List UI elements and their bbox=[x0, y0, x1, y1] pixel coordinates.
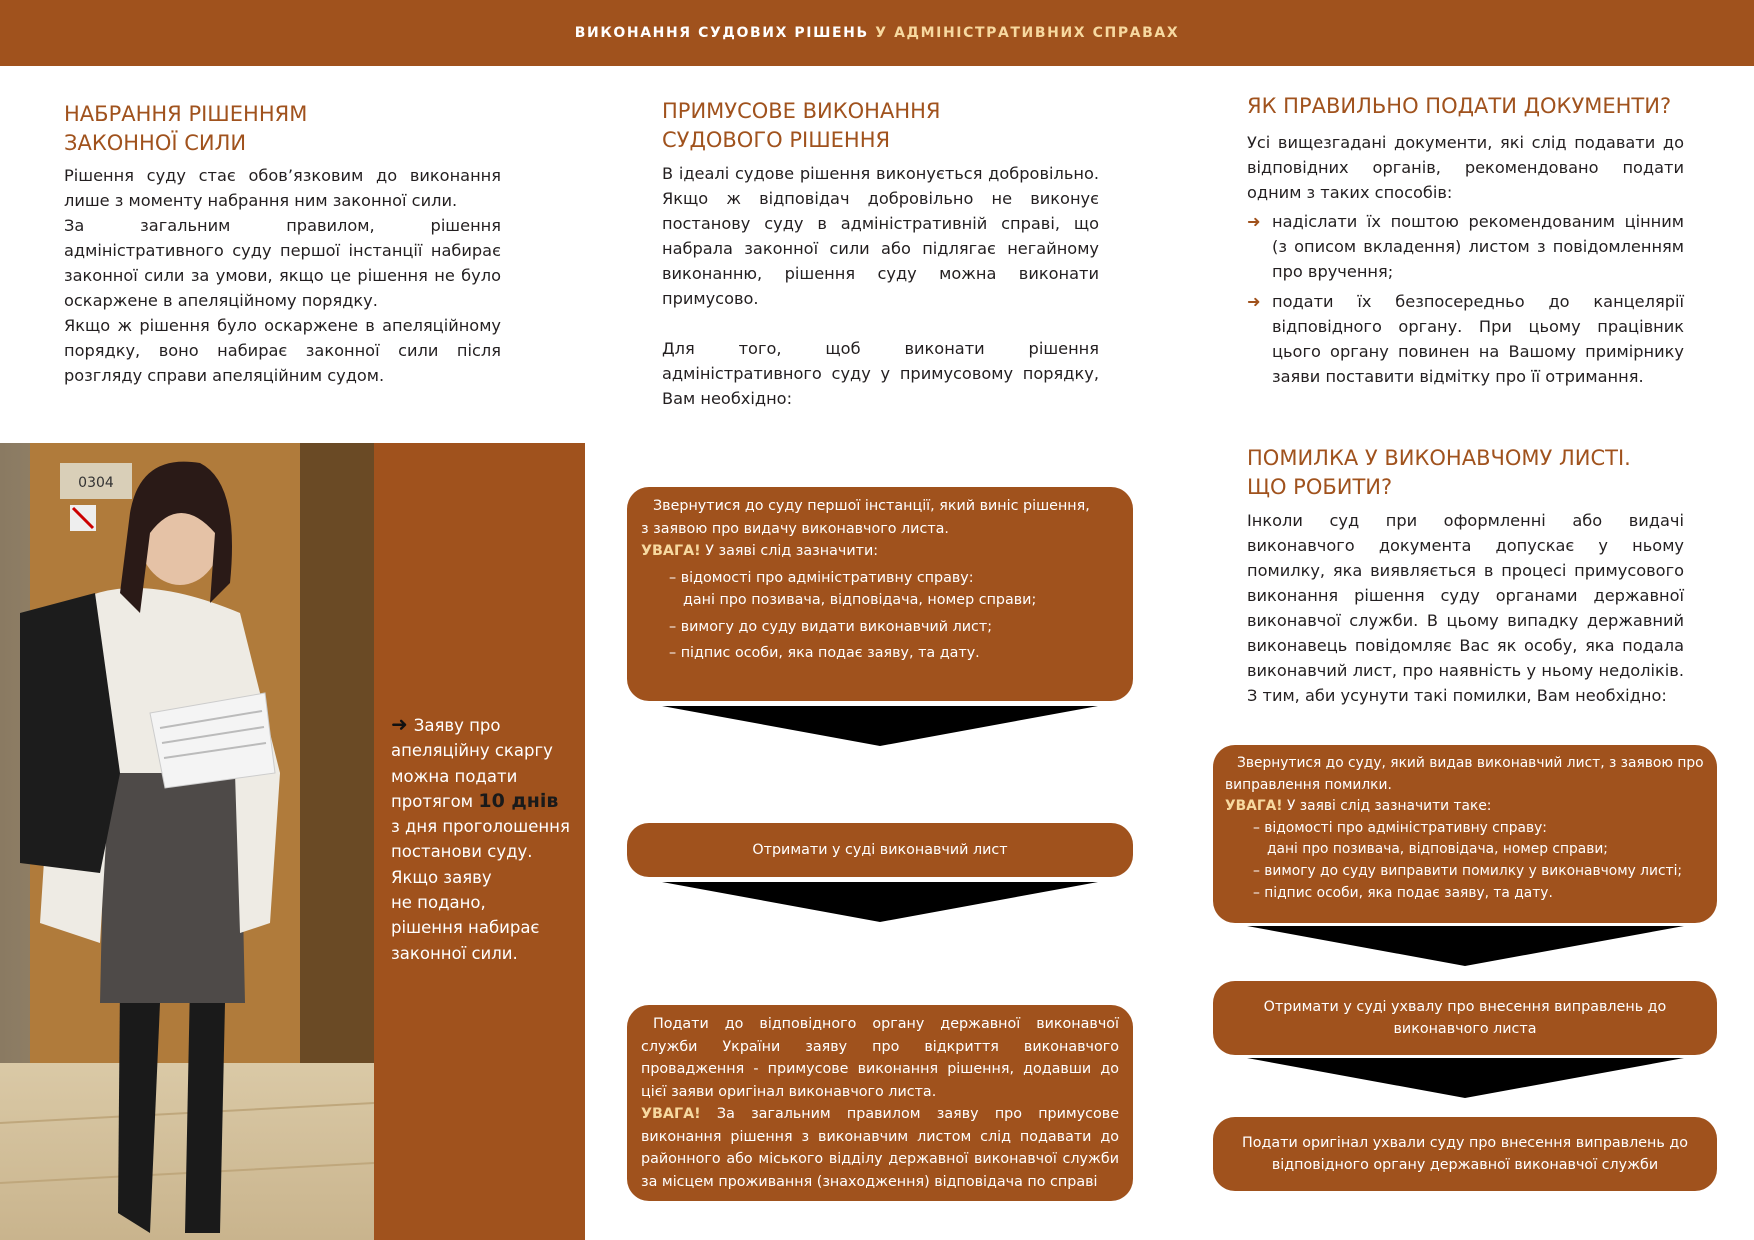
enforcement-paragraph-2: Для того, щоб виконати рішення адміністративного суду у примусовому порядку, Вам необхідно: bbox=[662, 339, 1099, 408]
header-bar bbox=[0, 0, 1754, 66]
enforcement-step-3: Подати до відповідного органу державної виконавчої служби України заяву про відкриття виконавчого провадження - примусове виконання рішення, додавши до цієї заяви оригінал виконавчого листа. УВАГА! За загальним правилом заяву про примусове виконання рішення з виконавчим листом слід подавати до районного або міського відділу державної виконавчої служби за місцем проживання (знаходження) відповідача по справі bbox=[627, 1005, 1133, 1201]
submission-method-item: ➜ подати їх безпосередньо до канцелярії відповідного органу. При цьому працівник цього органу повинен на Вашому примірнику заяви поставити відмітку про її отримання. bbox=[1247, 289, 1684, 389]
legal-force-text bbox=[64, 163, 501, 388]
writ-error-step-1: Звернутися до суду, який видав виконавчий лист, з заявою про виправлення помилки. УВАГА! У заяві слід зазначити таке: – відомості про адміністративну справу: дані про позивача, відповідача, номер справи; – вимогу до суду виправити помилку у виконавчому листі; – підпис особи, яка подає заяву, та дату. bbox=[1213, 745, 1717, 923]
header-title-part2: У АДМІНІСТРАТИВНИХ СПРАВАХ bbox=[875, 25, 1180, 41]
enforcement-step-2: Отримати у суді виконавчий лист bbox=[627, 823, 1133, 877]
arrow-right-icon: ➜ bbox=[1247, 212, 1261, 231]
enforcement-text bbox=[662, 161, 1099, 411]
enforcement-paragraph-1: В ідеалі судове рішення виконується добровільно. Якщо ж відповідач добровільно не виконує постанову суду в адміністративній справі, що набрала законної сили або підлягає негайному виконанню, рішення суду можна виконати примусово. bbox=[662, 164, 1099, 308]
warning-label: УВАГА! bbox=[1225, 798, 1283, 815]
writ-error-step-2: Отримати у суді ухвалу про внесення виправлень до виконавчого листа bbox=[1213, 981, 1717, 1055]
appeal-deadline-note: ➜ Заяву про апеляційну скаргу можна подати протягом 10 днів з дня проголошення постанови суду. Якщо заяву не подано, рішення набирає законної сили. bbox=[391, 712, 570, 963]
flow-arrow-down-2 bbox=[662, 882, 1098, 922]
section-heading-legal-force: НАБРАННЯ РІШЕННЯМ ЗАКОННОЇ СИЛИ bbox=[64, 102, 308, 155]
section-heading-enforcement: ПРИМУСОВЕ ВИКОНАННЯ СУДОВОГО РІШЕННЯ bbox=[662, 99, 941, 152]
deadline-days: 10 днів bbox=[478, 789, 559, 812]
legal-force-paragraph-2: За загальним правилом, рішення адміністративного суду першої інстанції набирає законної сили за умови, якщо це рішення не було оскаржене в апеляційному порядку. bbox=[64, 216, 501, 310]
how-to-submit-text: Усі вищезгадані документи, які слід подавати до відповідних органів, рекомендовано подати одним з таких способів: bbox=[1247, 133, 1684, 202]
submission-methods-list bbox=[1247, 209, 1684, 394]
flow-arrow-down-3 bbox=[1247, 926, 1684, 966]
enforcement-step-1: Звернутися до суду першої інстанції, який виніс рішення, з заявою про видачу виконавчого листа. УВАГА! У заяві слід зазначити: – відомості про адміністративну справу: дані про позивача, відповідача, номер справи; – вимогу до суду видати виконавчий лист; – підпис особи, яка подає заяву, та дату. bbox=[627, 487, 1133, 701]
writ-error-text: Інколи суд при оформленні або видачі виконавчого документа допускає у ньому помилку, яка виявляється в процесі примусового виконання рішення суду органами державної виконавчої служби. В цьому випадку державний виконавець повідомляє Вас як особу, яка подала виконавчий лист, про наявність у ньому недоліків. З тим, аби усунути такі помилки, Вам необхідно: bbox=[1247, 511, 1684, 705]
header-title bbox=[575, 25, 1179, 41]
warning-label: УВАГА! bbox=[641, 543, 701, 559]
header-title-part1: ВИКОНАННЯ СУДОВИХ РІШЕНЬ bbox=[574, 25, 869, 41]
woman-with-documents-photo bbox=[0, 443, 374, 1240]
section-heading-how-to-submit: ЯК ПРАВИЛЬНО ПОДАТИ ДОКУМЕНТИ? bbox=[1247, 94, 1672, 118]
legal-force-paragraph-3: Якщо ж рішення було оскаржене в апеляційному порядку, воно набирає законної сили після розгляду справи апеляційним судом. bbox=[64, 316, 501, 385]
arrow-right-icon: ➜ bbox=[1247, 292, 1261, 311]
svg-text:0304: 0304 bbox=[78, 475, 114, 491]
writ-error-step-3: Подати оригінал ухвали суду про внесення виправлень до відповідного органу державної виконавчої служби bbox=[1213, 1117, 1717, 1191]
submission-method-item: ➜ надіслати їх поштою рекомендованим цінним (з описом вкладення) листом з повідомленням про вручення; bbox=[1247, 209, 1684, 284]
section-heading-writ-error: ПОМИЛКА У ВИКОНАВЧОМУ ЛИСТІ. ЩО РОБИТИ? bbox=[1247, 446, 1631, 499]
arrow-right-icon: ➜ bbox=[391, 712, 408, 736]
flow-arrow-down-1 bbox=[662, 706, 1098, 746]
photo-panel bbox=[0, 443, 585, 1240]
warning-label: УВАГА! bbox=[641, 1106, 701, 1122]
flow-arrow-down-4 bbox=[1247, 1058, 1684, 1098]
legal-force-paragraph-1: Рішення суду стає обов’язковим до виконання лише з моменту набрання ним законної сили. bbox=[64, 166, 501, 210]
